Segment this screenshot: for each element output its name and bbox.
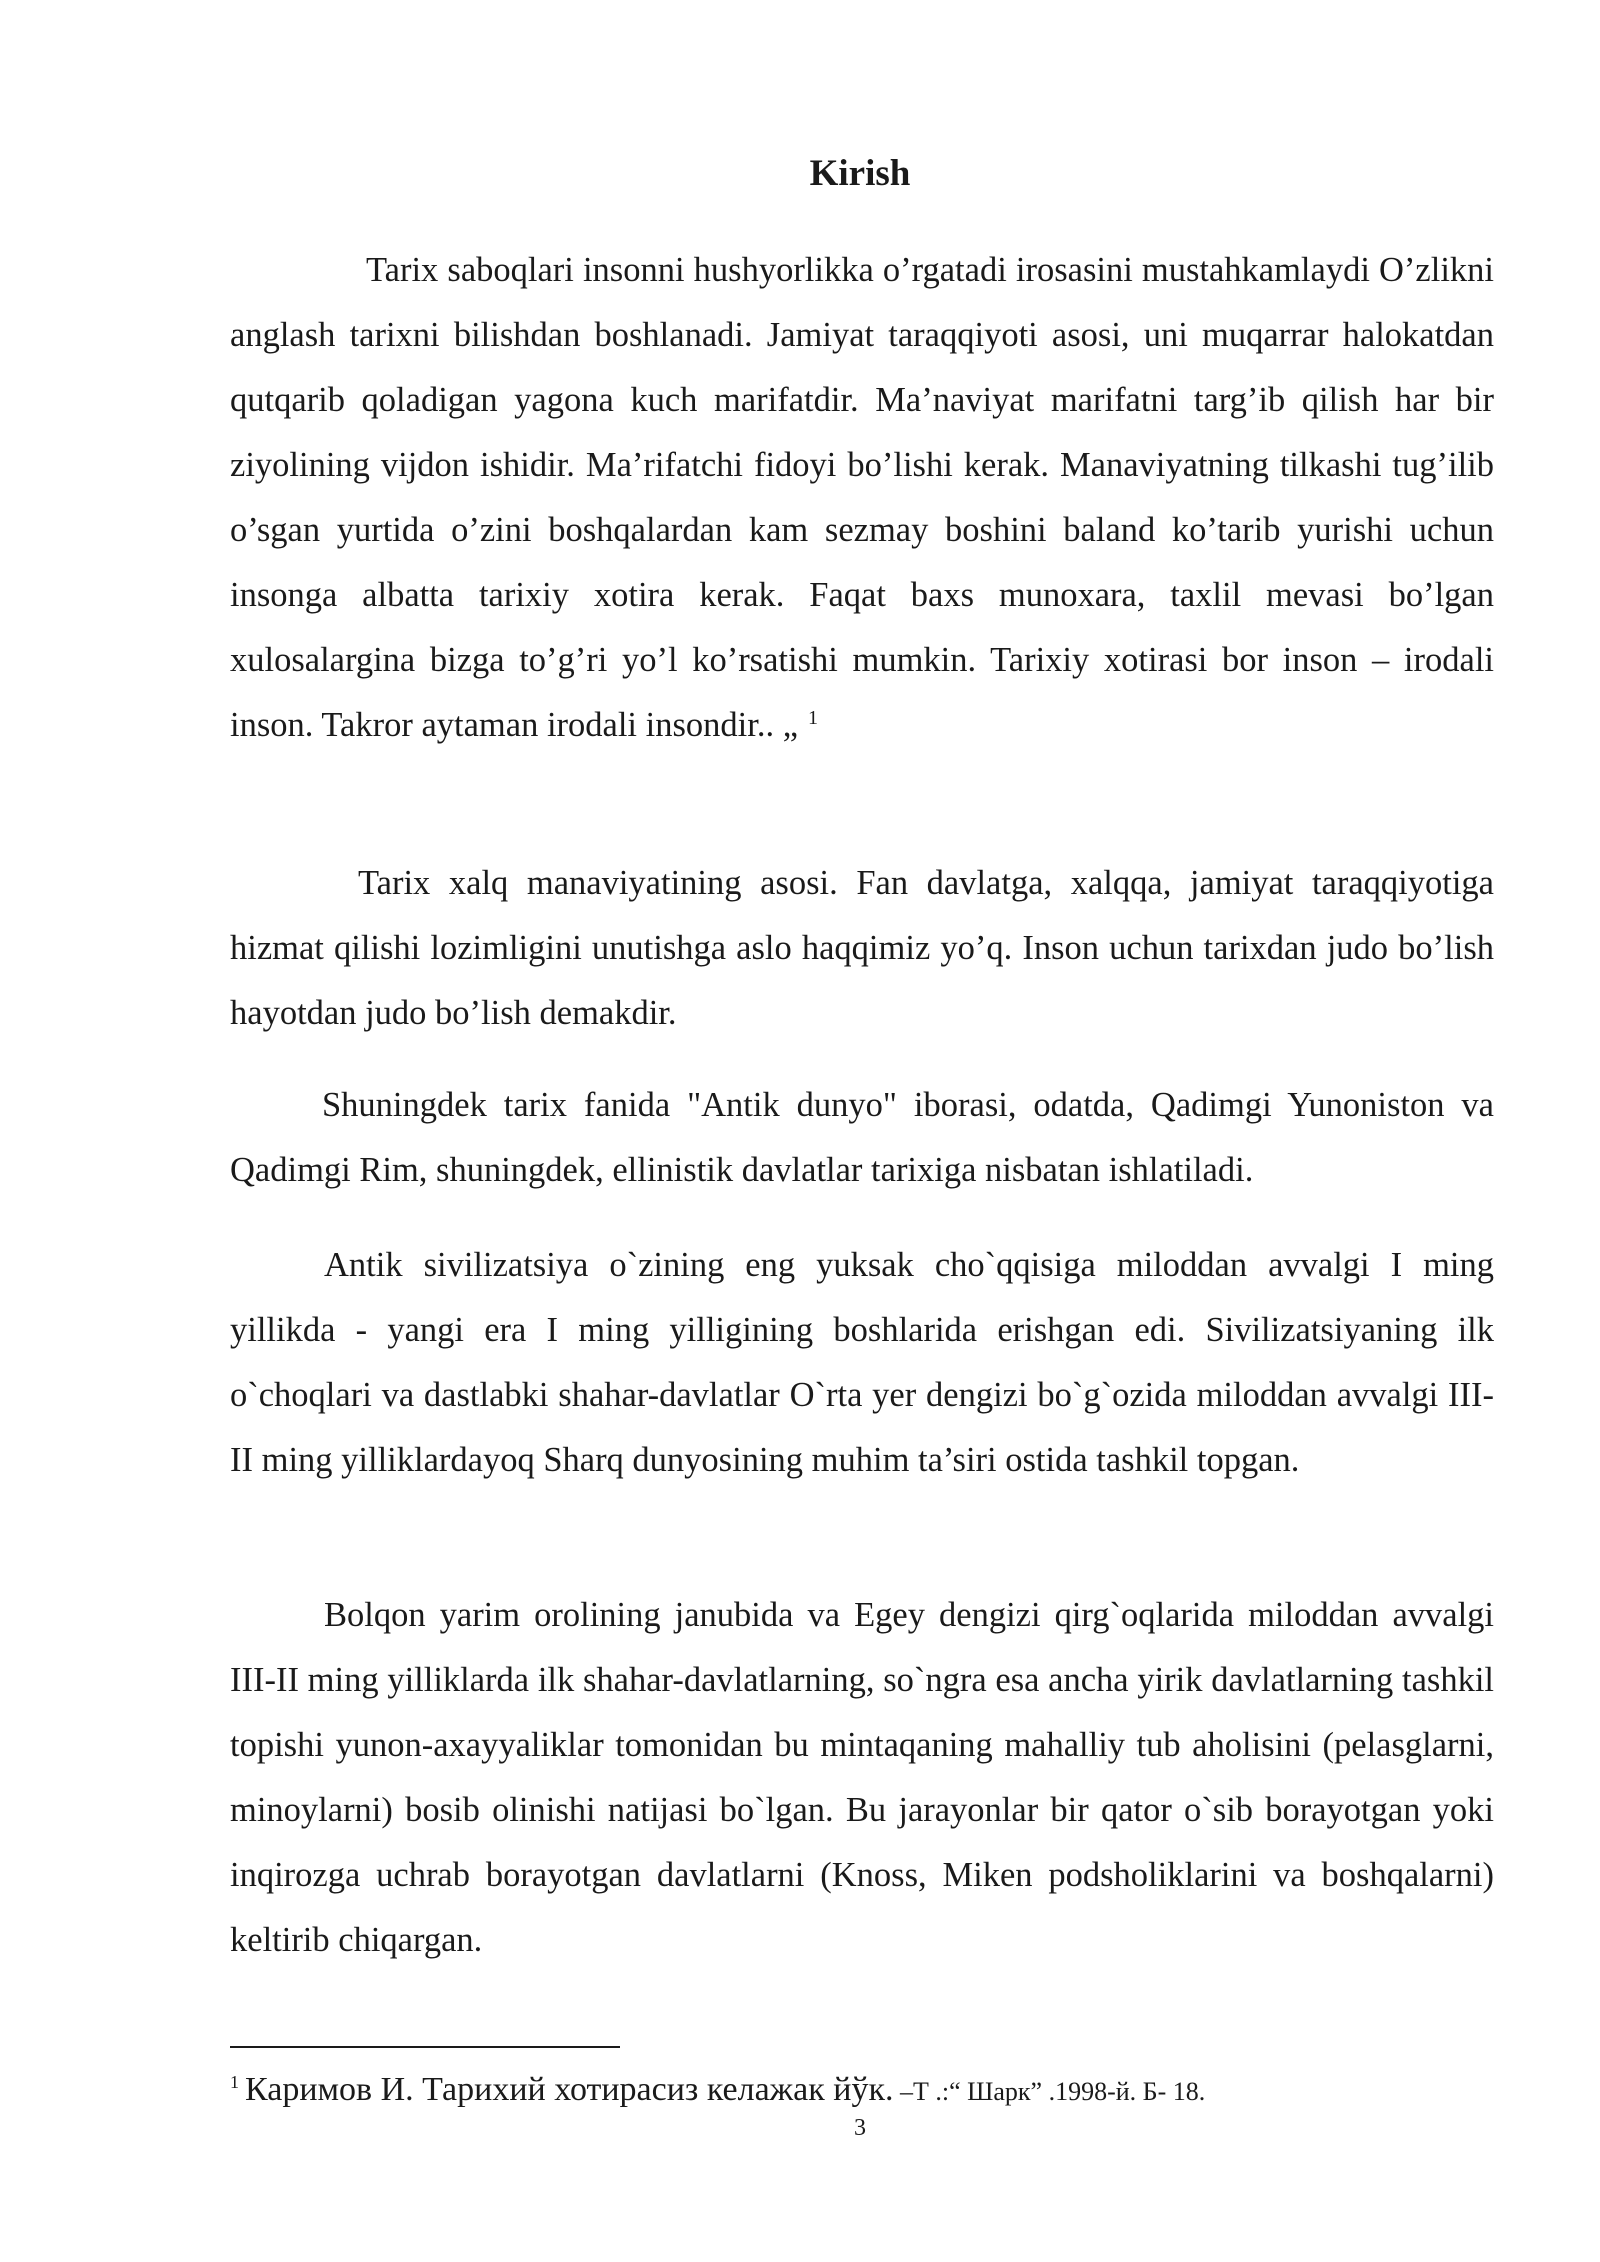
paragraph-3 [230, 1073, 1494, 1203]
paragraph-4 [230, 1233, 1494, 1493]
paragraph-4-text: Antik sivilizatsiya o`zining eng yuksak cho`qqisiga miloddan avvalgi I ming yillikda - yangi era I ming yilligining boshlarida erishgan edi. Sivilizatsiyaning ilk o`choqlari va dastlabki shahar-davlatlar O`rta yer dengizi bo`g`ozida miloddan avvalgi III-II ming yilliklardayoq Sharq dunyosining muhim ta’siri ostida tashkil topgan. [230, 1246, 1494, 1479]
paragraph-1 [230, 238, 1494, 758]
paragraph-3-text: Shuningdek tarix fanida "Antik dunyo" iborasi, odatda, Qadimgi Yunoniston va Qadimgi Rim, shuningdek, ellinistik davlatlar tarixiga nisbatan ishlatiladi. [230, 1086, 1494, 1189]
footnote [230, 2066, 1530, 2116]
footnote-publisher: –Т .:“ Шарк” .1998-й. Б- 18. [893, 2077, 1206, 2106]
footnote-citation: Каримов И. Тарихий хотирасиз келажак йўк. [245, 2071, 894, 2108]
page-number: 3 [854, 2115, 866, 2141]
paragraph-1-text: Tarix saboqlari insonni hushyorlikka o’rgatadi irosasini mustahkamlaydi O’zlikni anglash tarixni bilishdan boshlanadi. Jamiyat taraqqiyoti asosi, uni muqarrar halokatdan qutqarib qoladigan yagona kuch marifatdir. Ma’naviyat marifatni targ’ib qilish har bir ziyolining vijdon ishidir. Ma’rifatchi fidoyi bo’lishi kerak. Manaviyatning tilkashi tug’ilib o’sgan yurtida o’zini boshqalardan kam sezmay boshini baland ko’tarib yurishi uchun insonga albatta tarixiy xotira kerak. Faqat baxs munoxara, taxlil mevasi bo’lgan xulosalargina bizga to’g’ri yo’l ko’rsatishi mumkin. Tarixiy xotirasi bor inson – irodali inson. Takror aytaman irodali insondir.. „ [230, 251, 1494, 744]
footnote-number: 1 [230, 2071, 239, 2092]
paragraph-5 [230, 1583, 1494, 1973]
footnote-separator [230, 2046, 620, 2048]
paragraph-2-text: Tarix xalq manaviyatining asosi. Fan davlatga, xalqqa, jamiyat taraqqiyotiga hizmat qilishi lozimligini unutishga aslo haqqimiz yo’q. Inson uchun tarixdan judo bo’lish hayotdan judo bo’lish demakdir. [230, 864, 1494, 1032]
footnote-reference[interactable]: 1 [808, 706, 819, 729]
paragraph-2 [230, 851, 1494, 1046]
paragraph-5-text: Bolqon yarim orolining janubida va Egey dengizi qirg`oqlarida miloddan avvalgi III-II ming yilliklarda ilk shahar-davlatlarning, so`ngra esa ancha yirik davlatlarning tashkil topishi yunon-axayyaliklar tomonidan bu mintaqaning mahalliy tub aholisini (pelasglarni, minoylarni) bosib olinishi natijasi bo`lgan. Bu jarayonlar bir qator o`sib borayotgan yoki inqirozga uchrab borayotgan davlatlarni (Knoss, Miken podsholiklarini va boshqalarni) keltirib chiqargan. [230, 1596, 1494, 1959]
page-title: Kirish [809, 153, 911, 194]
